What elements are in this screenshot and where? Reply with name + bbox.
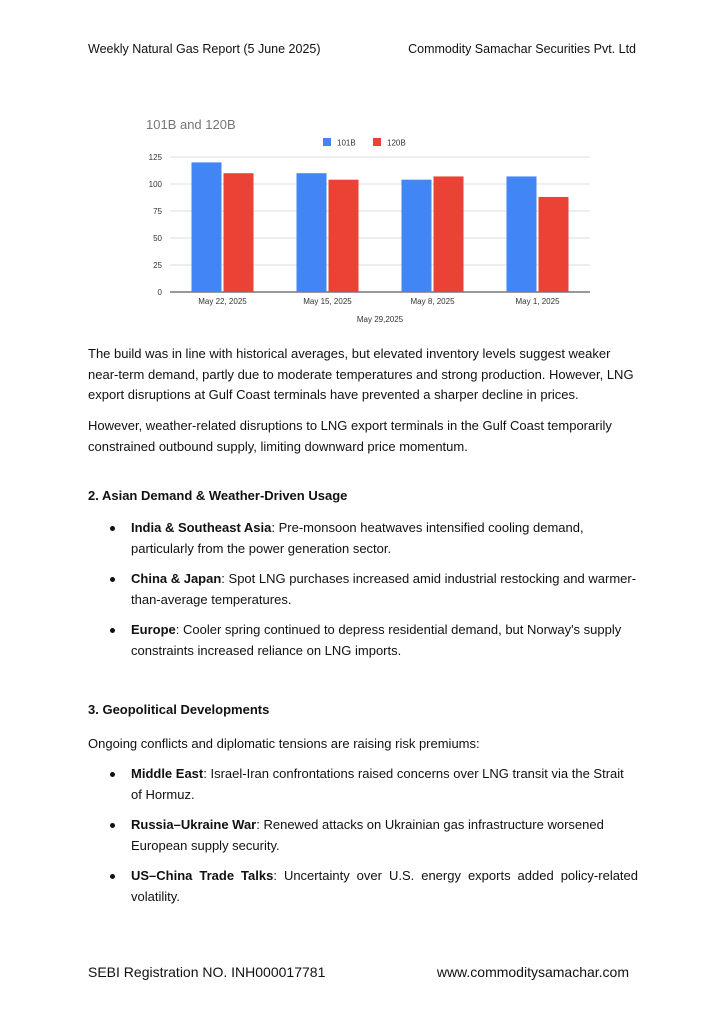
bar-120B-0 (224, 173, 254, 292)
y-tick-label: 50 (153, 234, 162, 243)
y-tick-label: 0 (157, 288, 162, 297)
asian-demand-list (88, 518, 638, 671)
company-name: Commodity Samachar Securities Pvt. Ltd (408, 42, 636, 56)
y-tick-label: 100 (148, 180, 162, 189)
bullet-icon (110, 874, 115, 879)
bullet-icon (110, 577, 115, 582)
item-name: Europe (131, 622, 176, 637)
x-axis-label: May 29,2025 (356, 315, 404, 324)
bar-101B-2 (402, 180, 432, 292)
bar-120B-3 (539, 197, 569, 292)
item-text: : Cooler spring continued to depress residential demand, but Norway's supply constraints increased reliance on LNG imports. (131, 622, 622, 658)
list-item (88, 569, 638, 610)
y-tick-label: 75 (153, 207, 162, 216)
section-heading-geopolitical: 3. Geopolitical Developments (88, 702, 270, 717)
x-tick-label: May 1, 2025 (515, 297, 560, 306)
item-text: : Uncertainty over U.S. energy exports added policy-related volatility. (131, 868, 639, 904)
geopolitical-list (88, 764, 638, 917)
y-tick-label: 25 (153, 261, 162, 270)
legend-label: 120B (387, 138, 406, 148)
list-item (88, 620, 638, 661)
y-tick-label: 125 (148, 153, 162, 162)
item-name: India & Southeast Asia (131, 520, 272, 535)
geopolitical-intro: Ongoing conflicts and diplomatic tensions are raising risk premiums: (88, 736, 480, 751)
item-name: US–China Trade Talks (131, 868, 274, 883)
x-tick-label: May 15, 2025 (303, 297, 352, 306)
list-item (88, 866, 638, 907)
item-text: : Renewed attacks on Ukrainian gas infrastructure worsened European supply security. (131, 817, 604, 853)
section-heading-asian-demand: 2. Asian Demand & Weather-Driven Usage (88, 488, 348, 503)
storage-bar-chart (140, 112, 600, 332)
item-text: : Israel-Iran confrontations raised concerns over LNG transit via the Strait of Hormuz. (131, 766, 624, 802)
item-text: : Spot LNG purchases increased amid industrial restocking and warmer-than-average temperatures. (131, 571, 637, 607)
bar-101B-0 (192, 162, 222, 292)
item-name: Middle East (131, 766, 204, 781)
legend-label: 101B (337, 138, 356, 148)
bullet-icon (110, 628, 115, 633)
x-tick-label: May 22, 2025 (198, 297, 247, 306)
website-link[interactable]: www.commoditysamachar.com (436, 964, 629, 980)
legend-swatch (323, 138, 331, 146)
paragraph-weather: However, weather-related disruptions to LNG export terminals in the Gulf Coast temporarily constrained outbound supply, limiting downward price momentum. (88, 418, 612, 454)
bullet-icon (110, 526, 115, 531)
chart-svg (140, 112, 600, 332)
report-title: Weekly Natural Gas Report (5 June 2025) (88, 42, 321, 56)
legend-swatch (373, 138, 381, 146)
bar-101B-3 (507, 176, 537, 292)
bar-101B-1 (297, 173, 327, 292)
item-text: : Pre-monsoon heatwaves intensified cooling demand, particularly from the power generation sector. (131, 520, 584, 556)
chart-title: 101B and 120B (146, 117, 236, 132)
item-name: Russia–Ukraine War (131, 817, 257, 832)
bullet-icon (110, 772, 115, 777)
item-name: China & Japan (131, 571, 222, 586)
list-item (88, 764, 638, 805)
page-footer (88, 964, 629, 980)
bullet-icon (110, 823, 115, 828)
list-item (88, 518, 638, 559)
sebi-registration: SEBI Registration NO. INH000017781 (88, 964, 326, 980)
paragraph-build: The build was in line with historical averages, but elevated inventory levels suggest weaker near-term demand, partly due to moderate temperatures and strong production. However, LNG export disruptions at Gulf Coast terminals have prevented a sharper decline in prices. (88, 346, 634, 402)
bar-120B-1 (329, 180, 359, 292)
page-header (88, 42, 636, 56)
list-item (88, 815, 638, 856)
bar-120B-2 (434, 176, 464, 292)
x-tick-label: May 8, 2025 (410, 297, 455, 306)
